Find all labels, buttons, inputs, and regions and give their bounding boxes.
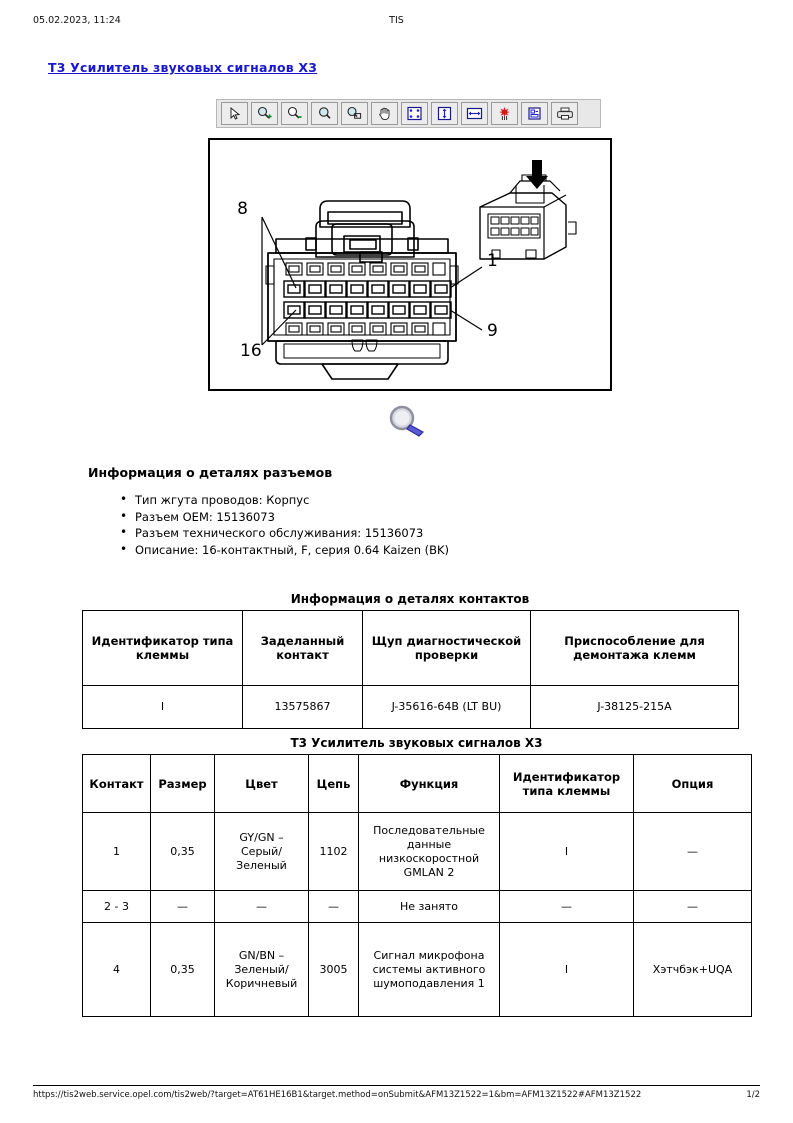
- printer-icon: [557, 106, 573, 121]
- magnifier-icon: [317, 106, 333, 121]
- table-row: [83, 891, 752, 923]
- cell-color: GN/BN – Зеленый/ Коричневый: [215, 923, 309, 1017]
- zoom-out-tool-button[interactable]: [281, 102, 308, 125]
- cell-terminal-type: —: [500, 891, 634, 923]
- fit-width-tool-button[interactable]: [461, 102, 488, 125]
- zoom-area-tool-button[interactable]: [341, 102, 368, 125]
- table-row: [83, 813, 752, 891]
- cell-option: —: [634, 891, 752, 923]
- fit-height-icon: [436, 106, 453, 121]
- cell-contact: 4: [83, 923, 151, 1017]
- app-name: TIS: [389, 15, 404, 26]
- magnifier-icon: [385, 404, 431, 438]
- print-header: [33, 15, 760, 29]
- cell-test-probe: J-35616-64B (LT BU): [363, 686, 531, 729]
- connector-diagram: [208, 138, 612, 391]
- column-header-option: Опция: [634, 755, 752, 813]
- callout-8: 8: [237, 199, 248, 219]
- column-header-contact: Контакт: [83, 755, 151, 813]
- pin-table-caption: T3 Усилитель звуковых сигналов X3: [290, 736, 543, 750]
- callout-9: 9: [487, 321, 498, 341]
- column-header-crimped-contact: Заделанный контакт: [243, 611, 363, 686]
- callout-1: 1: [487, 251, 498, 271]
- column-header-terminal-type: Идентификатор типа клеммы: [500, 755, 634, 813]
- list-item: • Описание: 16-контактный, F, серия 0.64 Kaizen (BK): [120, 542, 449, 559]
- callout-16: 16: [240, 341, 262, 361]
- terminal-table-caption: Информация о деталях контактов: [290, 592, 530, 606]
- select-tool-button[interactable]: [221, 102, 248, 125]
- hand-icon: [378, 106, 392, 121]
- column-header-circuit: Цепь: [309, 755, 359, 813]
- fit-width-icon: [466, 106, 483, 121]
- cell-size: 0,35: [151, 813, 215, 891]
- column-header-size: Размер: [151, 755, 215, 813]
- cell-circuit: 3005: [309, 923, 359, 1017]
- sparkle-icon: [497, 106, 512, 121]
- cell-option: Хэтчбэк+UQA: [634, 923, 752, 1017]
- cell-contact: 2 - 3: [83, 891, 151, 923]
- column-header-function: Функция: [359, 755, 500, 813]
- zoom-in-tool-button[interactable]: [251, 102, 278, 125]
- fit-height-tool-button[interactable]: [431, 102, 458, 125]
- table-header-row: [83, 755, 752, 813]
- highlight-tool-button[interactable]: [491, 102, 518, 125]
- cell-removal-tool: J-38125-215A: [531, 686, 739, 729]
- cell-function: Сигнал микрофона системы активного шумоподавления 1: [359, 923, 500, 1017]
- source-url: https://tis2web.service.opel.com/tis2web/?target=AT61HE16B1&target.method=onSubmit&AFM13Z1522=1&bm=AFM13Z1522#AFM13Z1522: [33, 1090, 642, 1100]
- list-item: • Разъем OEM: 15136073: [120, 509, 449, 526]
- magnifier-plus-icon: [256, 106, 273, 121]
- cell-function: Не занято: [359, 891, 500, 923]
- column-header-removal-tool: Приспособление для демонтажа клемм: [531, 611, 739, 686]
- cursor-arrow-icon: [227, 106, 242, 121]
- list-item: • Тип жгута проводов: Корпус: [120, 492, 449, 509]
- document-title-link[interactable]: T3 Усилитель звуковых сигналов X3: [48, 60, 318, 75]
- cell-terminal-type: I: [83, 686, 243, 729]
- magnifier-area-icon: [346, 106, 363, 121]
- table-row: [83, 923, 752, 1017]
- fit-page-tool-button[interactable]: [401, 102, 428, 125]
- cell-circuit: —: [309, 891, 359, 923]
- cell-crimped-contact: 13575867: [243, 686, 363, 729]
- fit-page-icon: [406, 106, 423, 121]
- cell-contact: 1: [83, 813, 151, 891]
- cell-color: GY/GN – Серый/ Зеленый: [215, 813, 309, 891]
- footer-divider: [33, 1085, 760, 1086]
- cell-color: —: [215, 891, 309, 923]
- print-date: 05.02.2023, 11:24: [33, 15, 121, 26]
- cell-size: 0,35: [151, 923, 215, 1017]
- column-header-terminal-type: Идентификатор типа клеммы: [83, 611, 243, 686]
- cell-size: —: [151, 891, 215, 923]
- print-footer: [33, 1090, 760, 1104]
- connector-info-heading: Информация о деталях разъемов: [88, 465, 333, 480]
- column-header-color: Цвет: [215, 755, 309, 813]
- pan-tool-button[interactable]: [371, 102, 398, 125]
- properties-icon: [527, 106, 542, 121]
- zoom-preview-button[interactable]: [385, 404, 431, 438]
- list-item: • Разъем технического обслуживания: 15136073: [120, 525, 449, 542]
- terminal-info-block: [82, 592, 738, 729]
- column-header-test-probe: Щуп диагностической проверки: [363, 611, 531, 686]
- pin-assignment-table: [82, 754, 752, 1017]
- print-tool-button[interactable]: [551, 102, 578, 125]
- table-header-row: [83, 611, 739, 686]
- connector-diagram-svg: [210, 140, 610, 389]
- image-viewer-toolbar: [216, 99, 601, 128]
- cell-terminal-type: I: [500, 813, 634, 891]
- cell-circuit: 1102: [309, 813, 359, 891]
- zoom-tool-button[interactable]: [311, 102, 338, 125]
- page-number: 1/2: [746, 1090, 760, 1100]
- cell-terminal-type: I: [500, 923, 634, 1017]
- cell-function: Последовательные данные низкоскоростной GMLAN 2: [359, 813, 500, 891]
- table-row: [83, 686, 739, 729]
- cell-option: —: [634, 813, 752, 891]
- pin-assignment-block: [82, 736, 751, 1017]
- magnifier-minus-icon: [286, 106, 303, 121]
- terminal-info-table: [82, 610, 739, 729]
- connector-info-list: [120, 492, 449, 558]
- properties-tool-button[interactable]: [521, 102, 548, 125]
